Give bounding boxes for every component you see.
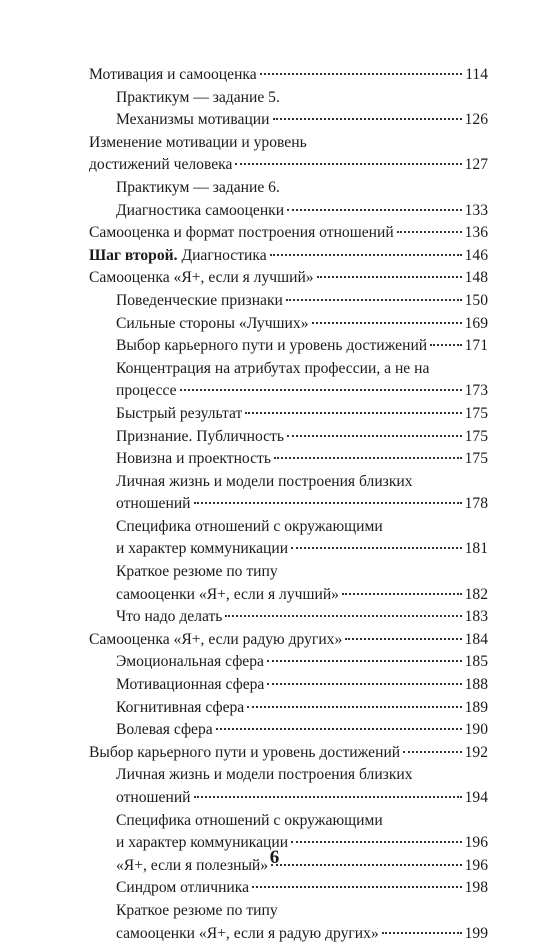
toc-entry-title: Самооценка «Я+, если радую других» xyxy=(89,630,343,648)
toc-entry-title: Поведенческие признаки xyxy=(116,291,283,309)
toc-page-number: 173 xyxy=(464,382,488,400)
toc-entry[interactable] xyxy=(89,764,488,787)
toc-entry-title: Новизна и проектность xyxy=(116,450,271,468)
toc-entry-title: и характер коммуникации xyxy=(116,834,289,852)
toc-entry[interactable] xyxy=(89,177,488,200)
toc-page-number: 146 xyxy=(464,246,488,264)
toc-page-number: 136 xyxy=(464,224,488,242)
toc-entry[interactable] xyxy=(89,697,488,720)
toc-entry-title: Признание. Публичность xyxy=(116,427,284,445)
toc-page-number: 182 xyxy=(464,585,488,603)
toc-entry-title: Краткое резюме по типу xyxy=(116,563,278,581)
toc-page-number: 196 xyxy=(464,834,488,852)
toc-entry-title: Концентрация на атрибутах профессии, а не на xyxy=(116,359,430,377)
toc-entry[interactable] xyxy=(89,516,488,539)
toc-page-number: 189 xyxy=(464,698,488,716)
toc-page-number: 175 xyxy=(464,404,488,422)
toc-entry[interactable] xyxy=(89,426,488,449)
toc-entry[interactable] xyxy=(89,87,488,110)
dot-leader xyxy=(291,841,462,843)
toc-entry-title: Волевая сфера xyxy=(116,721,213,739)
toc-entry-title: Диагностика самооценки xyxy=(116,201,285,219)
dot-leader xyxy=(317,276,462,278)
toc-entry-title: Практикум — задание 5. xyxy=(116,88,280,106)
toc-entry-title: «Я+, если я полезный» xyxy=(116,856,269,874)
toc-entry-title: Что надо делать xyxy=(116,608,223,626)
dot-leader xyxy=(267,660,462,662)
toc-entry[interactable] xyxy=(89,109,488,132)
toc-entry[interactable] xyxy=(89,923,488,945)
toc-page-number: 183 xyxy=(464,608,488,626)
toc-entry-title: и характер коммуникации xyxy=(116,540,289,558)
toc-entry[interactable] xyxy=(89,290,488,313)
dot-leader xyxy=(252,886,462,888)
toc-page-number: 169 xyxy=(464,314,488,332)
toc-entry-title: отношений xyxy=(116,495,191,513)
toc-page-number: 127 xyxy=(464,156,488,174)
dot-leader xyxy=(194,796,462,798)
toc-page-number: 126 xyxy=(464,111,488,129)
toc-entry-title: Сильные стороны «Лучших» xyxy=(116,314,309,332)
toc-entry-title: Быстрый результат xyxy=(116,404,243,422)
toc-entry-title: Самооценка и формат построения отношений xyxy=(89,224,394,242)
toc-entry[interactable] xyxy=(89,200,488,223)
toc-entry[interactable] xyxy=(89,810,488,833)
toc-entry-title: Выбор карьерного пути и уровень достижений xyxy=(89,743,401,761)
toc-entry-title: самооценки «Я+, если я радую других» xyxy=(116,924,379,942)
toc-entry[interactable] xyxy=(89,877,488,900)
toc-page-number: 150 xyxy=(464,291,488,309)
toc-page-number: 175 xyxy=(464,450,488,468)
toc-page-number: 194 xyxy=(464,789,488,806)
toc-entry[interactable] xyxy=(89,64,488,87)
toc-entry[interactable] xyxy=(89,629,488,652)
dot-leader xyxy=(287,209,462,211)
dot-leader xyxy=(291,547,462,549)
toc-entry-title: Мотивация и самооценка xyxy=(89,66,257,83)
toc-entry-title: Краткое резюме по типу xyxy=(116,901,278,919)
dot-leader xyxy=(286,299,462,301)
table-of-contents xyxy=(89,64,488,945)
dot-leader xyxy=(247,706,461,708)
toc-entry[interactable] xyxy=(89,584,488,607)
dot-leader xyxy=(235,163,461,165)
toc-entry-title: Личная жизнь и модели построения близких xyxy=(116,472,413,490)
toc-entry-title: Эмоциональная сфера xyxy=(116,653,264,671)
toc-entry[interactable] xyxy=(89,132,488,155)
toc-entry[interactable] xyxy=(89,493,488,516)
toc-entry[interactable] xyxy=(89,403,488,426)
toc-page-number: 178 xyxy=(464,495,488,513)
toc-entry-title: Практикум — задание 6. xyxy=(116,178,280,196)
toc-page-number: 114 xyxy=(465,66,488,83)
dot-leader xyxy=(397,231,462,233)
toc-entry-title xyxy=(89,245,267,268)
toc-page-number: 175 xyxy=(464,427,488,445)
dot-leader xyxy=(194,502,462,504)
toc-entry-title: процессе xyxy=(116,382,177,400)
toc-entry[interactable] xyxy=(89,313,488,336)
toc-page-number: 198 xyxy=(464,879,488,897)
toc-page-number: 184 xyxy=(464,630,488,648)
toc-page-number: 188 xyxy=(464,676,488,694)
toc-entry[interactable] xyxy=(89,900,488,923)
toc-entry-title: Специфика отношений с окружающими xyxy=(116,811,383,829)
dot-leader xyxy=(270,254,462,256)
toc-page-number: 181 xyxy=(464,540,488,558)
toc-entry[interactable] xyxy=(89,719,488,742)
dot-leader xyxy=(225,615,461,617)
toc-page-number: 148 xyxy=(464,269,488,287)
toc-entry[interactable] xyxy=(89,787,488,810)
toc-entry-title: Синдром отличника xyxy=(116,879,250,897)
toc-page-number: 196 xyxy=(464,856,488,874)
toc-entry[interactable] xyxy=(89,358,488,381)
dot-leader xyxy=(287,435,462,437)
dot-leader xyxy=(430,344,461,346)
toc-entry-title: Механизмы мотивации xyxy=(116,111,270,129)
dot-leader xyxy=(273,118,462,120)
toc-entry-title: Изменение мотивации и уровень xyxy=(89,133,307,151)
toc-page-number: 171 xyxy=(464,337,488,355)
toc-entry[interactable] xyxy=(89,222,488,245)
toc-page-number: 133 xyxy=(464,201,488,219)
toc-entry[interactable] xyxy=(89,335,488,358)
toc-entry[interactable] xyxy=(89,561,488,584)
toc-entry-title: отношений xyxy=(116,789,191,806)
toc-entry-bold-prefix: Шаг второй. xyxy=(89,246,178,264)
toc-page-number: 190 xyxy=(464,721,488,739)
dot-leader xyxy=(180,389,462,391)
toc-page-number: 199 xyxy=(464,924,488,942)
toc-entry[interactable] xyxy=(89,538,488,561)
toc-entry-title: Выбор карьерного пути и уровень достижений xyxy=(116,337,428,355)
toc-entry-title: достижений человека xyxy=(89,156,233,174)
dot-leader xyxy=(342,593,462,595)
toc-entry[interactable] xyxy=(89,448,488,471)
toc-entry[interactable] xyxy=(89,651,488,674)
toc-entry-title: Специфика отношений с окружающими xyxy=(116,517,383,535)
toc-entry-title: Мотивационная сфера xyxy=(116,676,265,694)
dot-leader xyxy=(345,638,461,640)
dot-leader xyxy=(312,322,462,324)
toc-entry-title: Самооценка «Я+, если я лучший» xyxy=(89,269,314,287)
dot-leader xyxy=(267,683,461,685)
toc-entry-title: самооценки «Я+, если я лучший» xyxy=(116,585,339,603)
toc-entry[interactable] xyxy=(89,674,488,697)
toc-entry[interactable] xyxy=(89,380,488,403)
toc-entry[interactable] xyxy=(89,606,488,629)
toc-entry-title: Когнитивная сфера xyxy=(116,698,245,716)
toc-entry-title: Личная жизнь и модели построения близких xyxy=(116,766,413,784)
toc-entry[interactable] xyxy=(89,267,488,290)
page-number: 6 xyxy=(269,847,280,868)
toc-entry-title-rest: Диагностика xyxy=(177,246,267,264)
toc-entry[interactable] xyxy=(89,742,488,765)
toc-entry[interactable] xyxy=(89,245,488,268)
toc-page-number: 192 xyxy=(464,743,488,761)
toc-page-number: 185 xyxy=(464,653,488,671)
toc-entry[interactable] xyxy=(89,154,488,177)
dot-leader xyxy=(274,457,462,459)
dot-leader xyxy=(216,728,462,730)
dot-leader xyxy=(382,932,462,934)
dot-leader xyxy=(403,751,461,753)
toc-entry[interactable] xyxy=(89,471,488,494)
dot-leader xyxy=(245,412,461,414)
dot-leader xyxy=(260,73,463,75)
